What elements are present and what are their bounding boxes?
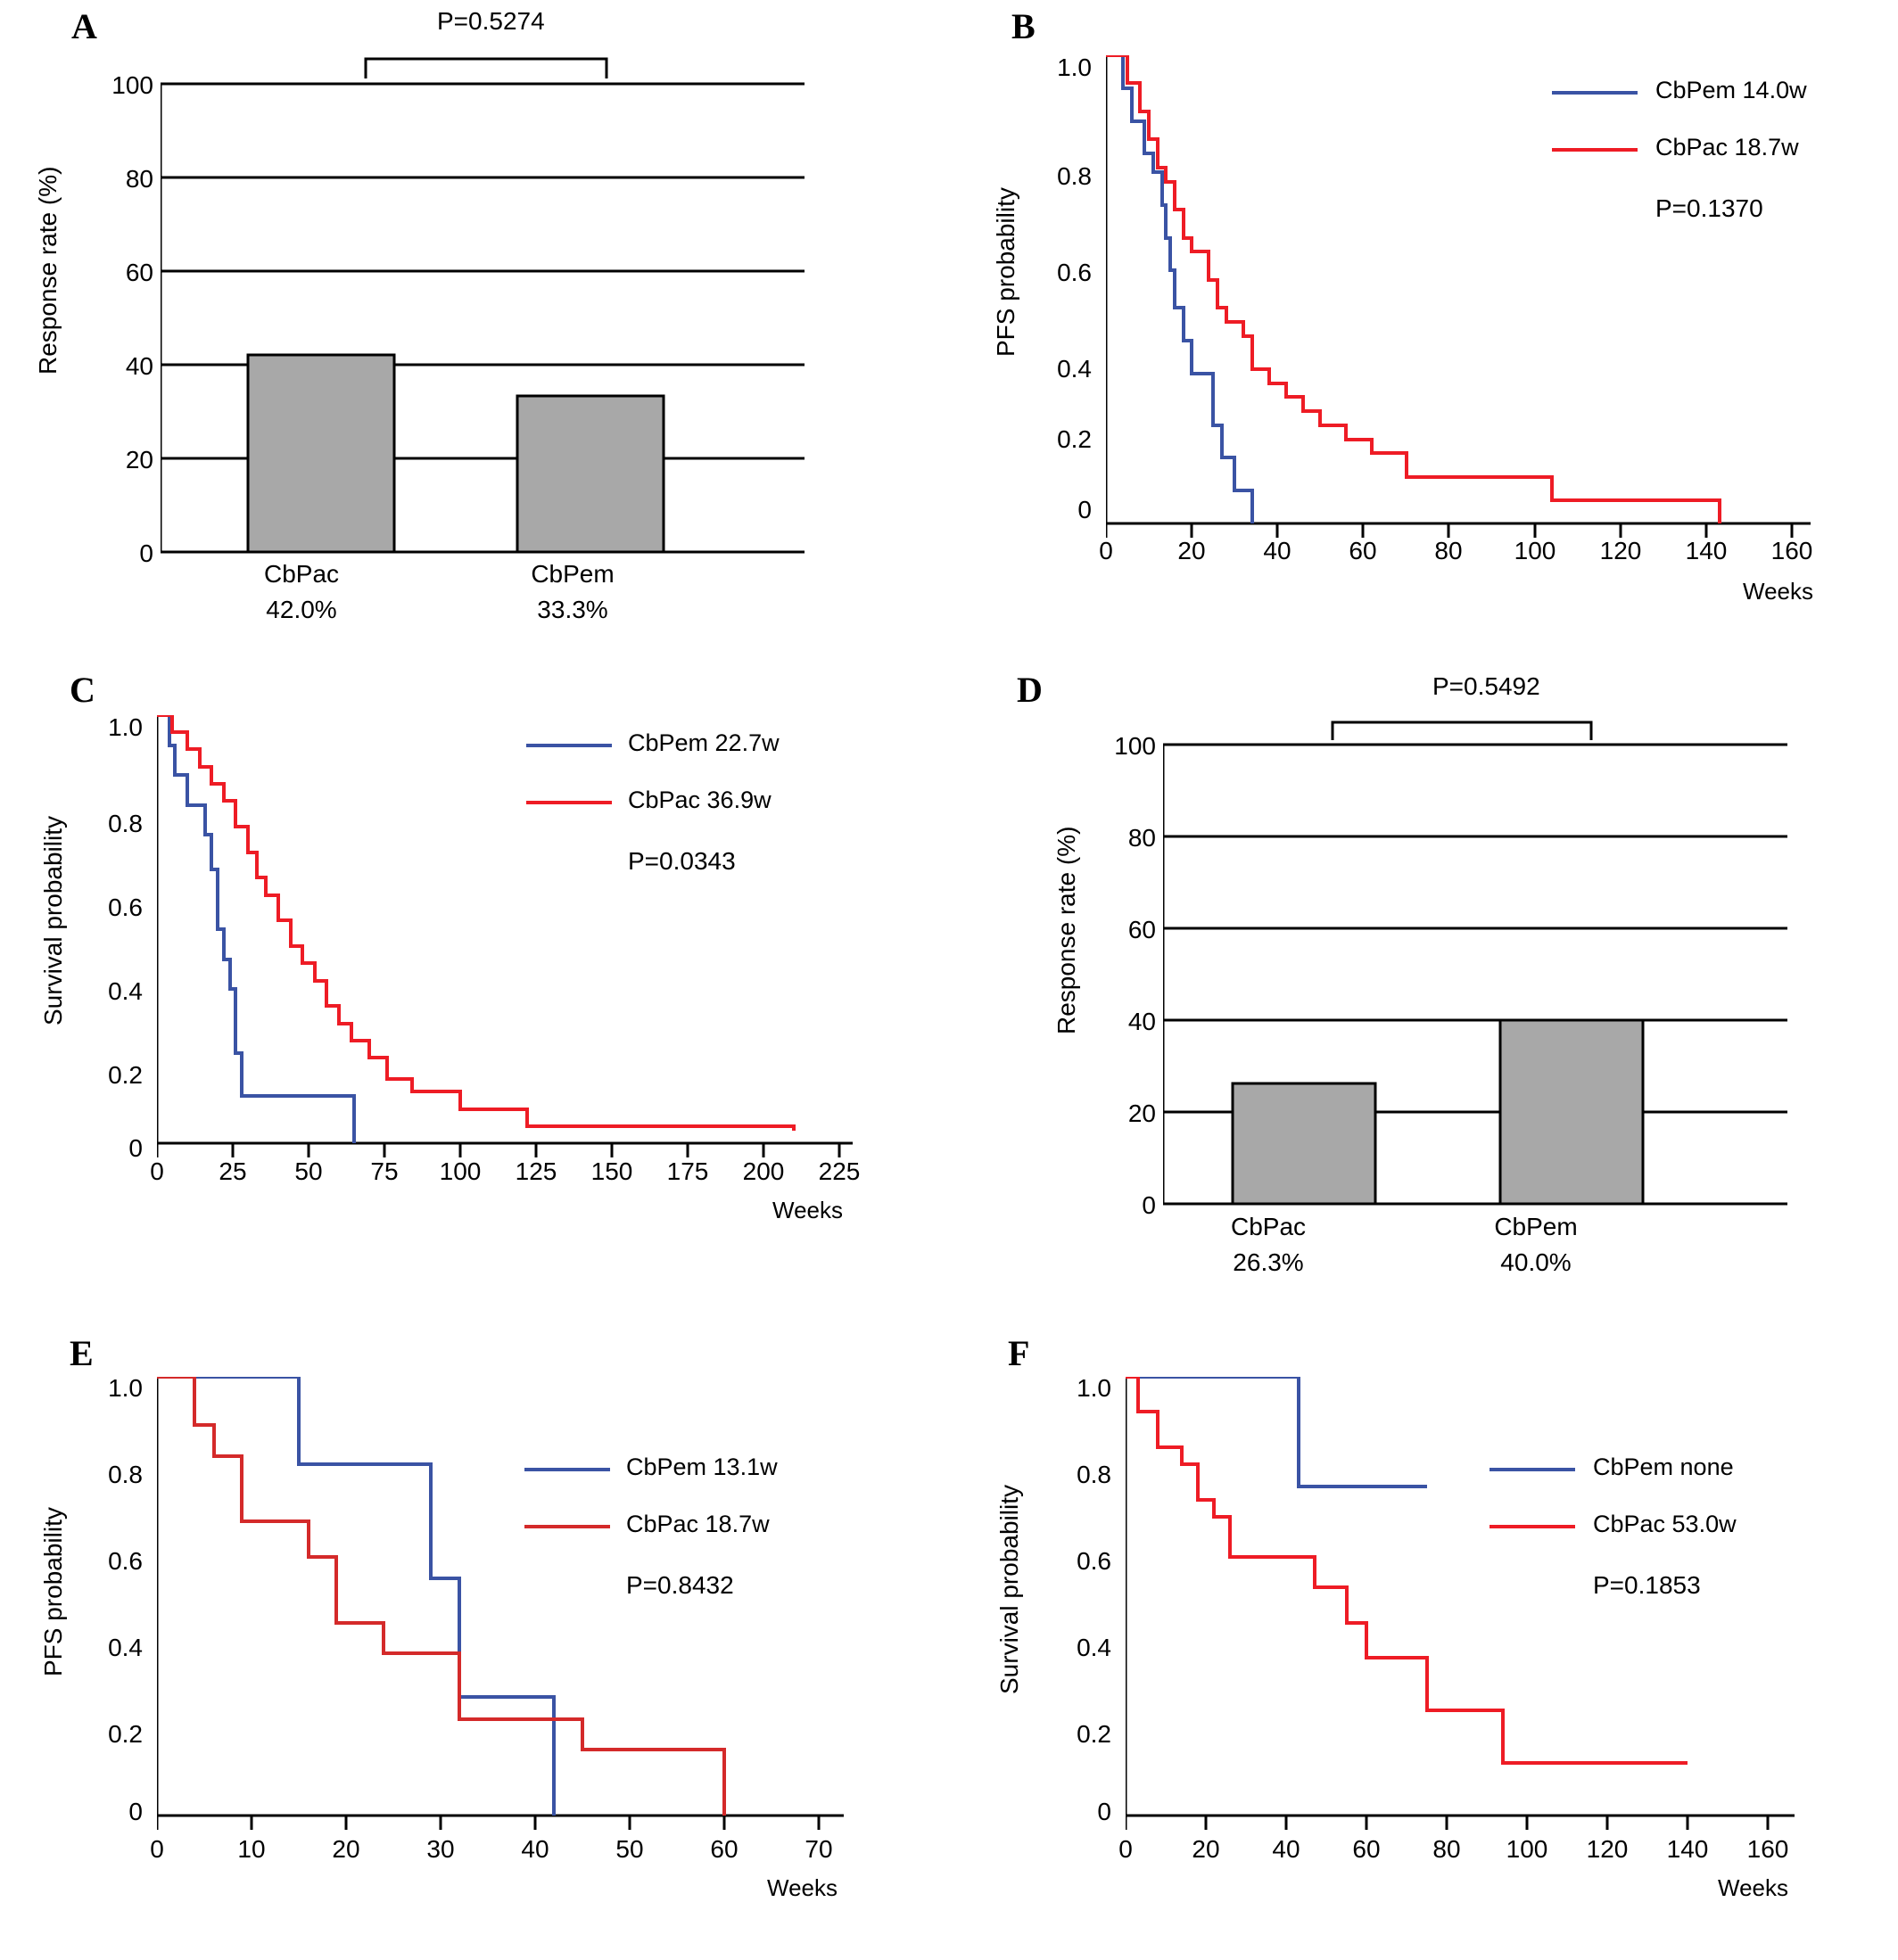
panel-f-xtick-80: 80 [1432, 1835, 1461, 1863]
panel-a-pvalue: P=0.5274 [437, 7, 545, 35]
panel-a-bar1-sublabel: 42.0% [266, 596, 337, 623]
panel-d-plot [1163, 712, 1841, 1282]
panel-f-xtick-20: 20 [1192, 1835, 1220, 1863]
panel-f-legend-label-1: CbPem none [1593, 1454, 1734, 1480]
panel-f-ylabel: Survival probability [995, 1485, 1023, 1694]
panel-b-ytick-02: 0.2 [1057, 425, 1092, 453]
panel-d-ytick-0: 0 [1142, 1191, 1156, 1219]
panel-b-xtick-80: 80 [1434, 537, 1463, 564]
panel-b-xtick-160: 160 [1770, 537, 1813, 564]
panel-e-legend-line-1 [524, 1468, 610, 1471]
panel-e-ytick-04: 0.4 [108, 1634, 143, 1661]
panel-b-pvalue: P=0.1370 [1655, 194, 1763, 222]
panel-f [949, 1320, 1898, 1960]
panel-c-ytick-0: 0 [128, 1134, 143, 1162]
panel-e-xtick-0: 0 [150, 1835, 164, 1863]
panel-e-xtick-20: 20 [332, 1835, 360, 1863]
panel-c-letter: C [70, 670, 95, 710]
panel-f-xtick-120: 120 [1586, 1835, 1629, 1863]
panel-c-xtick-200: 200 [742, 1157, 785, 1185]
panel-c-ylabel: Survival probability [39, 816, 67, 1025]
panel-b-xtick-60: 60 [1349, 537, 1377, 564]
panel-d-ytick-100: 100 [1114, 732, 1156, 760]
panel-e-legend-label-1: CbPem 13.1w [626, 1454, 778, 1480]
panel-e-letter: E [70, 1333, 94, 1373]
panel-f-legend-label-2: CbPac 53.0w [1593, 1511, 1737, 1537]
bar-cbpac [248, 355, 394, 552]
panel-a-bar1-label: CbPac [263, 560, 340, 588]
panel-f-ytick-08: 0.8 [1077, 1461, 1111, 1488]
panel-e-ylabel: PFS probability [39, 1507, 67, 1676]
panel-b-ytick-0: 0 [1077, 496, 1092, 523]
panel-f-ytick-02: 0.2 [1077, 1720, 1111, 1748]
panel-c-legend-label-1: CbPem 22.7w [628, 729, 780, 756]
panel-b [949, 0, 1898, 624]
panel-c-xtick-150: 150 [590, 1157, 633, 1185]
panel-e-ytick-06: 0.6 [108, 1547, 143, 1575]
panel-e-ytick-0: 0 [128, 1798, 143, 1825]
panel-c [0, 660, 945, 1284]
panel-a-letter: A [71, 6, 97, 46]
panel-a-ytick-20: 20 [125, 446, 153, 474]
panel-b-ytick-08: 0.8 [1057, 162, 1092, 190]
panel-a-ytick-40: 40 [125, 352, 153, 380]
panel-a-ytick-80: 80 [125, 165, 153, 193]
panel-d-ylabel: Response rate (%) [1052, 826, 1080, 1034]
panel-f-xtick-40: 40 [1272, 1835, 1300, 1863]
panel-c-xtick-175: 175 [666, 1157, 709, 1185]
panel-f-ytick-10: 1.0 [1077, 1374, 1111, 1402]
panel-a-bar2-label: CbPem [531, 560, 615, 588]
panel-f-ytick-06: 0.6 [1077, 1547, 1111, 1575]
panel-c-xtick-100: 100 [439, 1157, 482, 1185]
panel-d-ytick-20: 20 [1127, 1099, 1156, 1127]
panel-f-xtick-60: 60 [1352, 1835, 1381, 1863]
panel-f-legend-line-1 [1490, 1468, 1575, 1471]
panel-c-legend-line-1 [526, 744, 612, 747]
panel-b-legend-line-1 [1552, 91, 1638, 95]
panel-d-bar1-sublabel: 26.3% [1233, 1248, 1304, 1276]
panel-a-ytick-100: 100 [111, 71, 153, 99]
panel-b-xtick-120: 120 [1599, 537, 1642, 564]
panel-f-xtick-140: 140 [1666, 1835, 1709, 1863]
panel-c-xtick-75: 75 [370, 1157, 399, 1185]
panel-e-xtick-30: 30 [426, 1835, 455, 1863]
panel-e-pvalue: P=0.8432 [626, 1571, 734, 1599]
panel-f-ytick-0: 0 [1097, 1798, 1111, 1825]
panel-c-ytick-10: 1.0 [108, 713, 143, 741]
panel-e-xlabel: Weeks [767, 1874, 838, 1901]
panel-e-ytick-10: 1.0 [108, 1374, 143, 1402]
panel-d-letter: D [1017, 670, 1043, 710]
panel-b-xtick-140: 140 [1685, 537, 1728, 564]
panel-c-xtick-225: 225 [818, 1157, 861, 1185]
panel-e-xtick-70: 70 [805, 1835, 833, 1863]
panel-e-legend-line-2 [524, 1525, 610, 1528]
panel-c-xtick-25: 25 [219, 1157, 247, 1185]
panel-e-xtick-50: 50 [615, 1835, 644, 1863]
panel-c-ytick-08: 0.8 [108, 810, 143, 837]
panel-b-ytick-04: 0.4 [1057, 355, 1092, 383]
panel-a [0, 0, 945, 624]
panel-b-legend-label-1: CbPem 14.0w [1655, 77, 1807, 103]
panel-d [949, 660, 1898, 1284]
panel-c-ytick-02: 0.2 [108, 1061, 143, 1089]
panel-d-ytick-80: 80 [1127, 824, 1156, 852]
panel-e [0, 1320, 945, 1960]
panel-b-xlabel: Weeks [1743, 578, 1813, 605]
panel-b-ytick-06: 0.6 [1057, 259, 1092, 286]
panel-f-letter: F [1008, 1333, 1030, 1373]
panel-c-ytick-06: 0.6 [108, 894, 143, 921]
panel-e-xtick-60: 60 [710, 1835, 739, 1863]
panel-d-bar1-label: CbPac [1230, 1213, 1307, 1240]
panel-c-ytick-04: 0.4 [108, 977, 143, 1005]
panel-c-legend-line-2 [526, 801, 612, 804]
panel-b-xtick-40: 40 [1263, 537, 1291, 564]
panel-f-xlabel: Weeks [1718, 1874, 1788, 1901]
panel-b-legend-line-2 [1552, 148, 1638, 152]
panel-a-ytick-60: 60 [125, 259, 153, 286]
bar-cbpem [517, 396, 664, 552]
panel-e-legend-label-2: CbPac 18.7w [626, 1511, 770, 1537]
panel-b-xtick-20: 20 [1177, 537, 1206, 564]
panel-b-xtick-0: 0 [1099, 537, 1113, 564]
panel-e-ytick-08: 0.8 [108, 1461, 143, 1488]
panel-c-pvalue: P=0.0343 [628, 847, 736, 875]
bar-cbpem [1500, 1020, 1643, 1204]
panel-f-ytick-04: 0.4 [1077, 1634, 1111, 1661]
panel-f-xtick-0: 0 [1118, 1835, 1133, 1863]
panel-c-xlabel: Weeks [772, 1197, 843, 1223]
panel-d-ytick-60: 60 [1127, 916, 1156, 943]
bar-cbpac [1233, 1083, 1375, 1204]
panel-c-xtick-0: 0 [150, 1157, 164, 1185]
panel-f-legend-line-2 [1490, 1525, 1575, 1528]
panel-a-plot [161, 52, 838, 622]
panel-e-ytick-02: 0.2 [108, 1720, 143, 1748]
panel-b-ylabel: PFS probability [992, 187, 1019, 357]
panel-e-xtick-40: 40 [521, 1835, 549, 1863]
panel-b-ytick-10: 1.0 [1057, 54, 1092, 81]
panel-a-ytick-0: 0 [139, 539, 153, 567]
panel-c-legend-label-2: CbPac 36.9w [628, 786, 772, 813]
panel-f-xtick-160: 160 [1746, 1835, 1789, 1863]
panel-b-legend-label-2: CbPac 18.7w [1655, 134, 1799, 161]
panel-d-ytick-40: 40 [1127, 1008, 1156, 1035]
panel-c-xtick-50: 50 [294, 1157, 323, 1185]
panel-b-letter: B [1011, 6, 1036, 46]
panel-d-pvalue: P=0.5492 [1432, 672, 1540, 700]
panel-b-xtick-100: 100 [1514, 537, 1556, 564]
panel-e-xtick-10: 10 [237, 1835, 266, 1863]
panel-c-xtick-125: 125 [515, 1157, 557, 1185]
panel-d-bar2-sublabel: 40.0% [1500, 1248, 1572, 1276]
panel-f-pvalue: P=0.1853 [1593, 1571, 1701, 1599]
panel-a-ylabel: Response rate (%) [34, 166, 62, 375]
panel-d-bar2-label: CbPem [1494, 1213, 1578, 1240]
panel-f-xtick-100: 100 [1506, 1835, 1548, 1863]
panel-a-bar2-sublabel: 33.3% [537, 596, 608, 623]
